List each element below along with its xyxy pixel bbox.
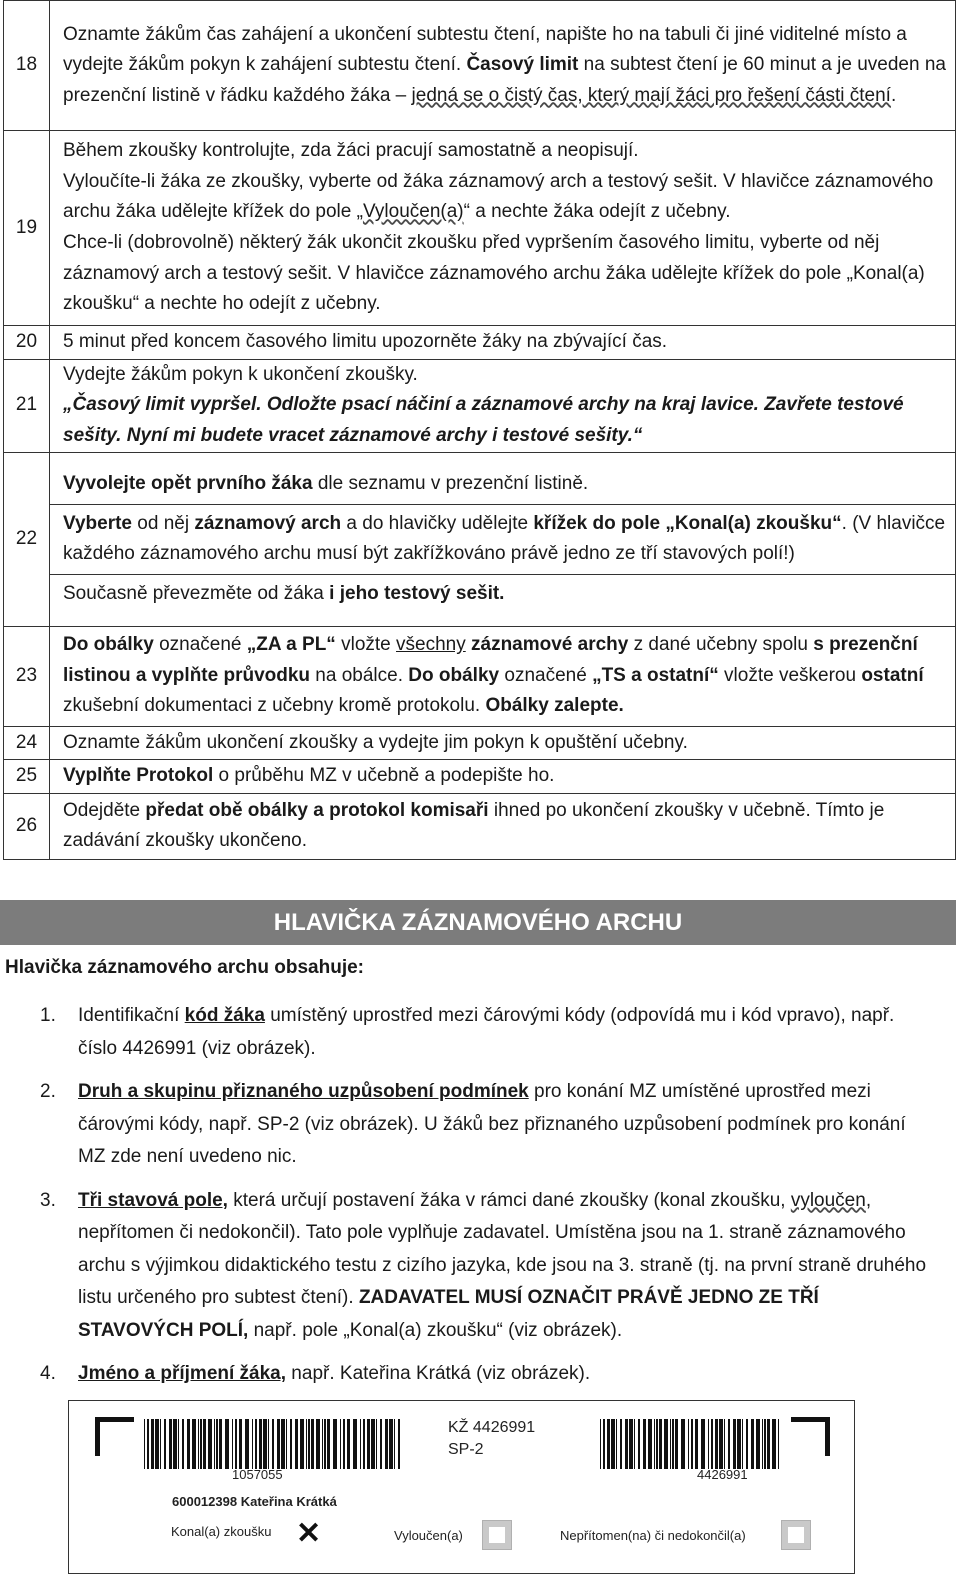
paragraph <box>63 579 949 610</box>
barcode-bar <box>733 1419 736 1469</box>
barcode-bar <box>216 1419 218 1469</box>
text-run: . <box>890 84 897 106</box>
paragraph <box>63 509 949 570</box>
text-run: , nepřítomen či nedokončil). Tato pole vyplňuje zadavatel. Umístěna jsou na 1. straně záznamového archu s výjimkou didaktického testu z cizího jazyka, kde jsou na 3. straně (tj. na první straně druhého listu určeného pro subtest čtení). <box>78 1189 927 1308</box>
text-run: Do obálky <box>408 664 500 686</box>
barcode-bar <box>767 1419 770 1469</box>
text-run: Oznamte žákům čas zahájení a ukončení subtestu čtení, napište ho na tabuli či jiné viditelné místo a vydejte žákům pokyn k zahájení subtestu čtení. <box>63 23 907 76</box>
student-name: Kateřina Krátká <box>240 1494 337 1509</box>
barcode-bar <box>376 1419 377 1469</box>
text-run: vložte <box>335 634 397 656</box>
barcode-bar <box>607 1419 610 1469</box>
step-number: 25 <box>4 760 50 794</box>
paragraph <box>63 20 949 112</box>
text-run: označené <box>499 664 593 686</box>
barcode-bar <box>695 1419 698 1469</box>
barcode-bar <box>385 1419 388 1469</box>
step-number: 24 <box>4 726 50 760</box>
barcode-bar <box>363 1419 365 1469</box>
barcode-bar <box>311 1419 314 1469</box>
barcode-bar <box>198 1419 199 1469</box>
barcode-bar <box>160 1419 161 1469</box>
text-run: Do obálky <box>63 634 154 656</box>
step-row <box>4 359 956 452</box>
barcode-bar <box>711 1419 713 1469</box>
field-absent-box[interactable] <box>781 1520 811 1550</box>
barcode-bar <box>616 1419 617 1469</box>
barcode-bar <box>333 1419 337 1469</box>
text-run: ostatní <box>861 664 924 686</box>
barcode-bar <box>169 1419 172 1469</box>
barcode-bar <box>353 1419 357 1469</box>
text-run: Vyloučen(a) <box>362 201 464 223</box>
barcode-bar <box>263 1419 267 1469</box>
text-run: Tři stavová pole, <box>78 1189 228 1211</box>
step-number: 20 <box>4 326 50 360</box>
text-run: umístěný uprostřed mezi čárovými kódy (odpovídá mu i kód vpravo), např. číslo 4426991 (viz obrázek). <box>78 1005 895 1059</box>
paragraph <box>63 761 949 792</box>
barcode-bar <box>654 1419 655 1469</box>
barcode-bar <box>182 1419 184 1469</box>
step-number: 23 <box>4 626 50 726</box>
text-run: všechny <box>396 634 466 656</box>
barcode-bar <box>281 1419 285 1469</box>
section-intro: Hlavička záznamového archu obsahuje: <box>5 957 365 978</box>
barcode-bar <box>762 1419 763 1469</box>
barcode-bar <box>235 1419 237 1469</box>
barcode-bar <box>173 1419 177 1469</box>
text-run: vložte veškerou <box>718 664 862 686</box>
paragraph <box>63 390 949 451</box>
barcode-bar <box>778 1419 779 1469</box>
text-run: z dané učebny spolu <box>628 634 814 656</box>
barcode-bar <box>719 1419 723 1469</box>
barcode-bar <box>611 1419 615 1469</box>
text-run: zkušební dokumentaci z učebny kromě protokolu. <box>63 695 486 717</box>
barcode-bar <box>643 1419 646 1469</box>
group-label: SP-2 <box>448 1441 484 1458</box>
student-identity <box>172 1494 337 1509</box>
paragraph <box>63 136 949 167</box>
text-run: ihned po ukončení zkoušky v učebně. Tímto je zadávání zkoušky ukončeno. <box>63 799 885 852</box>
barcode-bar <box>728 1419 730 1469</box>
text-run: Vydejte žákům pokyn k ukončení zkoušky. <box>63 363 418 385</box>
barcode-bar <box>295 1419 298 1469</box>
barcode-bar <box>688 1419 689 1469</box>
divider <box>50 574 955 575</box>
barcode-right <box>600 1419 780 1469</box>
text-run: záznamové archy <box>471 634 629 656</box>
barcode-bar <box>343 1419 345 1469</box>
text-run: Během zkoušky kontrolujte, zda žáci pracují samostatně a neopisují. <box>63 140 639 162</box>
text-run: na obálce. <box>310 664 409 686</box>
paragraph <box>63 167 949 228</box>
barcode-bar <box>225 1419 229 1469</box>
barcode-bar <box>764 1419 766 1469</box>
paragraph <box>63 630 949 722</box>
text-run: kód žáka <box>184 1005 265 1026</box>
barcode-bar <box>638 1419 640 1469</box>
list-number: 2. <box>40 1081 56 1102</box>
text-run: Identifikační <box>78 1005 185 1026</box>
step-text <box>50 726 956 760</box>
barcode-bar <box>380 1419 382 1469</box>
barcode-bar <box>670 1419 671 1469</box>
instruction-steps-table <box>3 0 956 860</box>
barcode-bar <box>277 1419 280 1469</box>
text-run: Vyloučíte-li žáka ze zkoušky, vyberte od žáka záznamový arch a testový sešit. V hlavičce záznamového archu žáka udělejte křížek do pole „ <box>63 170 934 223</box>
step-text <box>50 626 956 726</box>
barcode-bar <box>219 1419 222 1469</box>
barcode-bar <box>200 1419 202 1469</box>
paragraph <box>63 728 949 759</box>
barcode-bar <box>724 1419 725 1469</box>
step-row <box>4 760 956 794</box>
list-number: 1. <box>40 1005 56 1026</box>
field-absent-label: Nepřítomen(na) či nedokončil(a) <box>560 1528 746 1543</box>
barcode-bar <box>656 1419 658 1469</box>
barcode-bar <box>389 1419 393 1469</box>
step-number: 26 <box>4 793 50 859</box>
barcode-bar <box>672 1419 674 1469</box>
barcode-bar <box>737 1419 741 1469</box>
step-number: 19 <box>4 131 50 326</box>
barcode-bar <box>155 1419 159 1469</box>
barcode-bar <box>347 1419 350 1469</box>
step-number: 18 <box>4 1 50 131</box>
paragraph <box>63 796 949 857</box>
list-item <box>0 1185 956 1348</box>
barcode-bar <box>245 1419 249 1469</box>
field-excluded-label: Vyloučen(a) <box>394 1528 463 1543</box>
text-run: označené <box>153 634 247 656</box>
barcode-bar <box>316 1419 320 1469</box>
barcode-bar <box>144 1419 145 1469</box>
step-row <box>4 726 956 760</box>
step-text <box>50 760 956 794</box>
barcode-left-number: 1057055 <box>232 1467 283 1482</box>
text-run: Odejděte <box>63 799 146 821</box>
text-run: 5 minut před koncem časového limitu upozorněte žáky na zbývající čas. <box>63 331 668 352</box>
text-run: Chce-li (dobrovolně) některý žák ukončit zkoušku před vypršením časového limitu, vyberte od něj záznamový arch a testový sešit. V hlavičce záznamového archu žáka udělejte křížek do pole „Konal(a) zkoušku“ a nechte ho odejít z učebny. <box>63 232 925 315</box>
paragraph <box>63 228 949 320</box>
text-run: „TS a ostatní“ <box>592 664 719 686</box>
barcode-bar <box>659 1419 662 1469</box>
field-excluded-box[interactable] <box>482 1520 512 1550</box>
barcode-bar <box>751 1419 754 1469</box>
barcode-bar <box>681 1419 685 1469</box>
barcode-bar <box>255 1419 257 1469</box>
text-run: pro konání MZ umístěné uprostřed mezi čárovými kódy, např. SP-2 (viz obrázek). U žáků bez přiznaného uzpůsobení podmínek pro konání MZ zde není uvedeno nic. <box>78 1081 906 1167</box>
answer-sheet-header-example <box>68 1400 855 1574</box>
student-code-label: KŽ 4426991 <box>448 1419 536 1436</box>
barcode-bar <box>603 1419 605 1469</box>
text-run: . (V hlavičce každého záznamového archu musí být zakřížkováno právě jedno ze tří stavových polí!) <box>63 512 946 565</box>
paragraph <box>63 469 949 500</box>
barcode-bar <box>147 1419 149 1469</box>
barcode-bar <box>322 1419 323 1469</box>
barcode-bar <box>675 1419 678 1469</box>
text-run: od něj <box>132 512 195 534</box>
step-row <box>4 131 956 326</box>
student-id: 600012398 <box>172 1494 238 1509</box>
barcode-bar <box>208 1419 212 1469</box>
barcode-bar <box>327 1419 330 1469</box>
barcode-bar <box>239 1419 242 1469</box>
text-run: „Časový limit vypršel. Odložte psací náčiní a záznamové archy na kraj lavice. Zavřete testové sešity. Nyní mi budete vracet záznamové archy i testové sešity.“ <box>63 394 904 446</box>
text-run: vyloučen <box>790 1189 866 1211</box>
text-run: Časový limit <box>466 54 579 76</box>
text-run: dle seznamu v prezenční listině. <box>312 472 589 494</box>
barcode-bar <box>756 1419 760 1469</box>
step-row <box>4 326 956 360</box>
list-item <box>0 1358 956 1391</box>
barcode-bar <box>772 1419 776 1469</box>
list-number: 3. <box>40 1189 56 1211</box>
barcode-bar <box>620 1419 622 1469</box>
list-item <box>0 1076 956 1174</box>
barcode-bar <box>742 1419 743 1469</box>
barcode-bar <box>151 1419 154 1469</box>
barcode-bar <box>600 1419 601 1469</box>
barcode-bar <box>214 1419 215 1469</box>
barcode-bar <box>203 1419 206 1469</box>
barcode-bar <box>272 1419 274 1469</box>
field-took-label: Konal(a) zkoušku <box>171 1524 272 1539</box>
text-run: např. pole „Konal(a) zkoušku“ (viz obrázek). <box>248 1319 623 1341</box>
corner-mark-top-right <box>791 1417 830 1456</box>
text-run: a do hlavičky udělejte <box>341 512 534 534</box>
step-row <box>4 1 956 131</box>
text-run: ZADAVATEL MUSÍ OZNAČIT PRÁVĚ JEDNO ZE TŘÍ STAVOVÝCH POLÍ, <box>78 1287 819 1341</box>
text-run: o průběhu MZ v učebně a podepište ho. <box>213 765 555 787</box>
text-run: např. Kateřina Krátká (viz obrázek). <box>286 1363 591 1384</box>
text-run: předat obě obálky a protokol komisaři <box>145 799 489 821</box>
step-row <box>4 452 956 626</box>
barcode-bar <box>308 1419 310 1469</box>
list-item <box>0 1000 956 1065</box>
paragraph <box>63 360 949 391</box>
text-run: s prezenční listinou a vyplňte průvodku <box>63 634 918 686</box>
barcode-bar <box>259 1419 262 1469</box>
step-text <box>50 131 956 326</box>
barcode-bar <box>634 1419 635 1469</box>
text-run: Oznamte žákům ukončení zkoušky a vydejte jim pokyn k opuštění učebny. <box>63 731 688 753</box>
section-banner: HLAVIČKA ZÁZNAMOVÉHO ARCHU <box>0 900 956 945</box>
text-run: Druh a skupinu přiznaného uzpůsobení podmínek <box>78 1081 529 1102</box>
barcode-bar <box>290 1419 292 1469</box>
barcode-bar <box>187 1419 190 1469</box>
step-number: 21 <box>4 359 50 452</box>
divider <box>50 504 955 505</box>
text-run: Vyberte <box>63 512 132 534</box>
barcode-left <box>144 1419 403 1469</box>
barcode-bar <box>708 1419 709 1469</box>
text-run: křížek do pole „Konal(a) zkoušku“ <box>533 512 842 534</box>
barcode-bar <box>648 1419 652 1469</box>
step-text <box>50 359 956 452</box>
barcode-bar <box>286 1419 287 1469</box>
step-text <box>50 326 956 360</box>
barcode-bar <box>192 1419 196 1469</box>
step-text <box>50 1 956 131</box>
step-text <box>50 452 956 626</box>
text-run: “ a nechte žáka odejít z učebny. <box>463 201 731 223</box>
text-run: i jeho testový sešit. <box>329 582 505 604</box>
barcode-bar <box>701 1419 705 1469</box>
barcode-bar <box>300 1419 304 1469</box>
text-run: Jméno a příjmení žáka, <box>78 1363 287 1384</box>
text-run: „ZA a PL“ <box>246 634 336 656</box>
corner-mark-top-left <box>95 1417 134 1456</box>
text-run: Vyplňte Protokol <box>63 765 214 787</box>
text-run: Současně převezměte od žáka <box>63 582 330 604</box>
step-row <box>4 626 956 726</box>
text-run: Vyvolejte opět prvního žáka <box>63 472 313 494</box>
barcode-bar <box>324 1419 326 1469</box>
barcode-bar <box>252 1419 253 1469</box>
barcode-bar <box>178 1419 179 1469</box>
barcode-bar <box>371 1419 375 1469</box>
text-run: Obálky zalepte. <box>485 695 624 717</box>
header-contents-list <box>0 1000 956 1402</box>
barcode-bar <box>398 1419 400 1469</box>
barcode-bar <box>394 1419 395 1469</box>
text-run: která určují postavení žáka v rámci dané zkoušky (konal zkoušku, <box>227 1189 791 1211</box>
step-number: 22 <box>4 452 50 626</box>
barcode-right-number: 4426991 <box>697 1467 748 1482</box>
barcode-bar <box>664 1419 668 1469</box>
text-run: jedná se o čistý čas, který mají žáci pro řešení části čtení <box>411 84 891 106</box>
barcode-bar <box>629 1419 633 1469</box>
barcode-bar <box>268 1419 269 1469</box>
barcode-bar <box>715 1419 718 1469</box>
text-run: na subtest čtení je 60 minut a je uveden na prezenční listině v řádku každého žáka – <box>63 54 946 106</box>
barcode-bar <box>625 1419 628 1469</box>
field-took-checkmark[interactable]: ✕ <box>296 1517 322 1550</box>
barcode-bar <box>340 1419 341 1469</box>
step-text <box>50 793 956 859</box>
barcode-bar <box>306 1419 307 1469</box>
paragraph <box>63 327 949 358</box>
barcode-bar <box>691 1419 693 1469</box>
barcode-bar <box>360 1419 361 1469</box>
barcode-bar <box>232 1419 233 1469</box>
text-run: záznamový arch <box>194 512 342 534</box>
list-number: 4. <box>40 1363 56 1384</box>
barcode-bar <box>164 1419 166 1469</box>
barcode-bar <box>367 1419 370 1469</box>
barcode-bar <box>746 1419 748 1469</box>
step-row <box>4 793 956 859</box>
